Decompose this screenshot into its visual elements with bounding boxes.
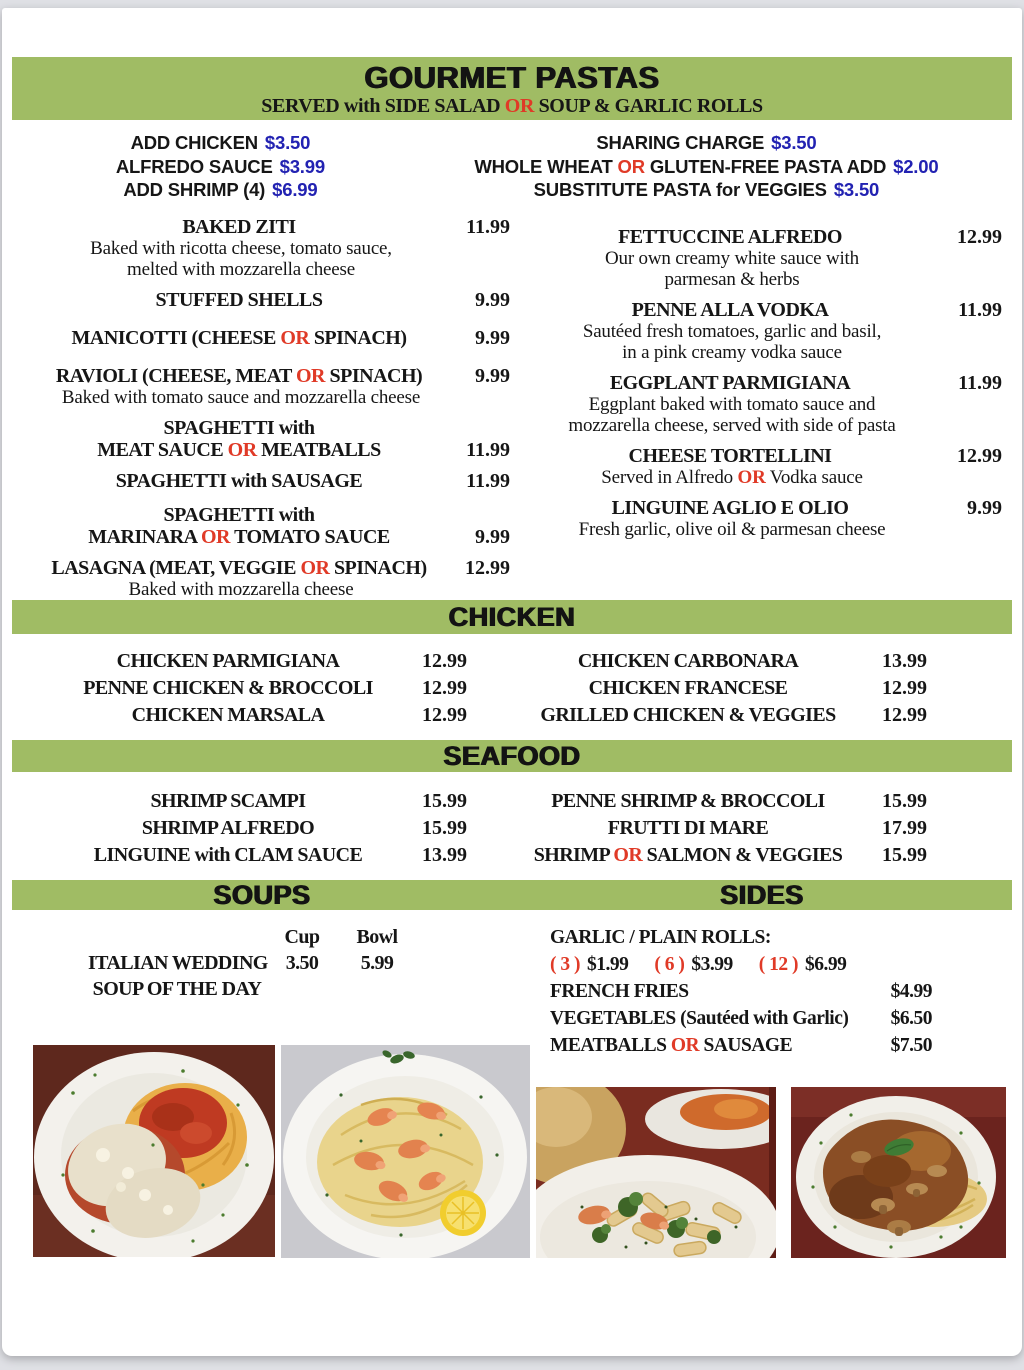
item-name: SPAGHETTI with SAUSAGE (115, 469, 363, 492)
item-name: CHEESE TORTELLINI (628, 444, 832, 467)
item-description: parmesan & herbs (664, 268, 800, 290)
chicken-left-column (57, 648, 467, 729)
menu-item (32, 470, 510, 492)
chicken-list (2, 634, 1022, 740)
menu-item (517, 702, 927, 729)
item-name: BAKED ZITI (182, 215, 296, 238)
page-subtitle: SERVED with SIDE SALAD OR SOUP & GARLIC ROLLS (261, 95, 763, 117)
pastas-right-column (522, 216, 1002, 600)
item-name: PENNE CHICKEN & BROCCOLI (83, 676, 373, 699)
item-name: RAVIOLI (CHEESE, MEAT OR SPINACH) (55, 364, 423, 387)
menu-item (522, 299, 1002, 363)
menu-item (57, 788, 467, 815)
item-price: $6.50 (890, 1007, 932, 1029)
item-name: SPAGHETTI with MEAT SAUCE OR MEATBALLS (97, 416, 381, 461)
shrimp-scampi-linguine-with-lemon-photo (281, 1045, 530, 1258)
item-price: 9.99 (475, 288, 510, 311)
addon-item: SHARING CHARGE $3.50 (596, 132, 817, 153)
item-price: 9.99 (967, 496, 1002, 519)
addon-price: $3.50 (833, 179, 880, 200)
sides-rolls-label-row (550, 924, 932, 951)
item-price: 12.99 (882, 703, 927, 726)
soups-sides-band (12, 880, 1012, 910)
item-name: LINGUINE AGLIO E OLIO (611, 496, 849, 519)
section-title-seafood: SEAFOOD (443, 740, 581, 771)
chicken-parmigiana-with-spaghetti-photo (33, 1045, 275, 1257)
menu-item (517, 842, 927, 869)
item-price: 12.99 (882, 676, 927, 699)
item-price: 13.99 (882, 649, 927, 672)
chicken-right-column (517, 648, 927, 729)
item-price: 11.99 (958, 298, 1002, 321)
food-photos-row (2, 1045, 1022, 1258)
menu-item (32, 417, 510, 461)
soups-sides-content (2, 910, 1022, 1059)
menu-item (57, 702, 467, 729)
chicken-band (12, 600, 1012, 634)
item-price: 11.99 (958, 371, 1002, 394)
menu-item (32, 365, 510, 408)
section-title-sides: SIDES (720, 879, 804, 910)
item-description: Baked with tomato sauce and mozzarella cheese (61, 386, 421, 408)
item-price: 12.99 (957, 225, 1002, 248)
soups-bowl-header: Bowl (356, 925, 398, 948)
rolls-option: ( 12 ) $6.99 (758, 953, 847, 975)
item-price: 15.99 (422, 789, 467, 812)
menu-item (550, 978, 932, 1005)
item-description: Eggplant baked with tomato sauce and (588, 393, 876, 415)
item-description: Baked with mozzarella cheese (128, 578, 354, 600)
seafood-right-column (517, 788, 927, 869)
menu-item (32, 289, 510, 311)
addon-item: ADD CHICKEN $3.50 (130, 132, 311, 153)
addons-right-column (415, 131, 998, 202)
item-name: FRUTTI DI MARE (607, 816, 769, 839)
sides-rolls-prices-row (550, 951, 932, 978)
addon-item: ALFREDO SAUCE $3.99 (115, 155, 325, 177)
menu-item (522, 372, 1002, 436)
addon-item: ADD SHRIMP (4) $6.99 (123, 179, 318, 200)
menu-item (32, 504, 510, 548)
item-description: Baked with ricotta cheese, tomato sauce, (90, 237, 392, 259)
menu-item (32, 327, 510, 349)
item-name: FETTUCCINE ALFREDO (618, 225, 842, 248)
item-name: EGGPLANT PARMIGIANA (609, 371, 851, 394)
gourmet-pastas-band (12, 57, 1012, 120)
item-name: PENNE ALLA VODKA (631, 298, 829, 321)
addon-item: SUBSTITUTE PASTA for VEGGIES $3.50 (533, 179, 880, 200)
seafood-band (12, 740, 1012, 772)
item-description: Our own creamy white sauce with (605, 247, 859, 269)
item-price-cup (266, 976, 338, 1002)
item-name: SPAGHETTI with MARINARA OR TOMATO SAUCE (88, 503, 390, 548)
addon-price: $3.50 (264, 132, 311, 153)
item-name: MANICOTTI (CHEESE OR SPINACH) (71, 326, 407, 349)
seafood-left-column (57, 788, 467, 869)
item-price-bowl: 5.99 (360, 951, 394, 974)
item-name: CHICKEN MARSALA (131, 703, 325, 726)
item-price: 17.99 (882, 816, 927, 839)
section-title-chicken: CHICKEN (448, 601, 576, 632)
item-name: SHRIMP ALFREDO (141, 816, 315, 839)
menu-item (57, 842, 467, 869)
menu-item (522, 497, 1002, 540)
addon-item: WHOLE WHEAT OR GLUTEN-FREE PASTA ADD $2.00 (474, 155, 939, 177)
item-name: PENNE SHRIMP & BROCCOLI (551, 789, 825, 812)
item-name: VEGETABLES (Sautéed with Garlic) (550, 1007, 849, 1029)
rolls-option: ( 6 ) $3.99 (654, 953, 733, 975)
item-name: GRILLED CHICKEN & VEGGIES (540, 703, 836, 726)
item-price: $4.99 (890, 980, 932, 1002)
menu-item (517, 788, 927, 815)
penne-with-shrimp-and-broccoli-photo (536, 1087, 776, 1258)
item-price: 11.99 (466, 215, 510, 238)
item-name: SOUP OF THE DAY (92, 977, 262, 1000)
menu-item (517, 675, 927, 702)
item-price-cup: 3.50 (285, 951, 319, 974)
soups-grid-spacer (88, 924, 266, 950)
item-price: 15.99 (422, 816, 467, 839)
item-price: 13.99 (422, 843, 467, 866)
item-name: CHICKEN PARMIGIANA (116, 649, 340, 672)
menu-item (522, 226, 1002, 290)
item-name: SHRIMP OR SALMON & VEGGIES (533, 843, 843, 866)
menu-item (550, 1005, 932, 1032)
menu-item (57, 675, 467, 702)
addon-price: $3.99 (279, 155, 325, 177)
item-name: MEATBALLS OR SAUSAGE (550, 1034, 793, 1056)
item-name: LINGUINE with CLAM SAUCE (93, 843, 363, 866)
menu-item (522, 445, 1002, 488)
item-price: 11.99 (466, 438, 510, 461)
item-name: LASAGNA (MEAT, VEGGIE OR SPINACH) (51, 556, 427, 579)
item-price: 12.99 (422, 649, 467, 672)
addon-price: $3.50 (771, 132, 817, 153)
item-price: 15.99 (882, 843, 927, 866)
pastas-left-column (32, 216, 510, 600)
item-price: 12.99 (957, 444, 1002, 467)
item-name: ITALIAN WEDDING (88, 951, 268, 974)
soups-list (2, 924, 512, 1059)
item-name: CHICKEN CARBONARA (577, 649, 799, 672)
item-price: 11.99 (466, 469, 510, 492)
menu-item (32, 216, 510, 280)
page-title: GOURMET PASTAS (364, 60, 660, 95)
section-title-soups: SOUPS (213, 879, 311, 910)
item-name: CHICKEN FRANCESE (588, 676, 788, 699)
item-name: STUFFED SHELLS (155, 288, 323, 311)
menu-item (57, 815, 467, 842)
menu-item (517, 815, 927, 842)
item-price: $7.50 (890, 1034, 932, 1056)
chicken-marsala-with-mushrooms-photo (791, 1087, 1006, 1258)
item-price: 9.99 (475, 364, 510, 387)
seafood-list (2, 772, 1022, 880)
item-price: 12.99 (422, 676, 467, 699)
item-price: 12.99 (465, 556, 510, 579)
item-price-bowl (338, 976, 416, 1002)
item-name: GARLIC / PLAIN ROLLS: (550, 926, 771, 948)
item-description: mozzarella cheese, served with side of pasta (568, 414, 896, 436)
item-description: Sautéed fresh tomatoes, garlic and basil, (582, 320, 882, 342)
item-price: 15.99 (882, 789, 927, 812)
sides-list (512, 924, 1022, 1059)
item-description: Fresh garlic, olive oil & parmesan cheese (578, 518, 886, 540)
rolls-option: ( 3 ) $1.99 (550, 953, 629, 975)
item-name: FRENCH FRIES (550, 980, 689, 1002)
item-price: 12.99 (422, 703, 467, 726)
addons-block (2, 120, 1022, 202)
item-price: 9.99 (475, 525, 510, 548)
item-description: Served in Alfredo OR Vodka sauce (601, 466, 863, 488)
item-price: 9.99 (475, 326, 510, 349)
pastas-list (2, 202, 1022, 600)
item-description: in a pink creamy vodka sauce (622, 341, 842, 363)
menu-item (32, 557, 510, 600)
soups-cup-header: Cup (284, 925, 320, 948)
menu-item (517, 648, 927, 675)
addon-price: $6.99 (272, 179, 318, 200)
item-name: SHRIMP SCAMPI (150, 789, 306, 812)
menu-page (2, 8, 1022, 1356)
item-description: melted with mozzarella cheese (127, 258, 355, 280)
addon-price: $2.00 (893, 155, 939, 177)
addons-left-column (26, 131, 415, 202)
menu-item (57, 648, 467, 675)
